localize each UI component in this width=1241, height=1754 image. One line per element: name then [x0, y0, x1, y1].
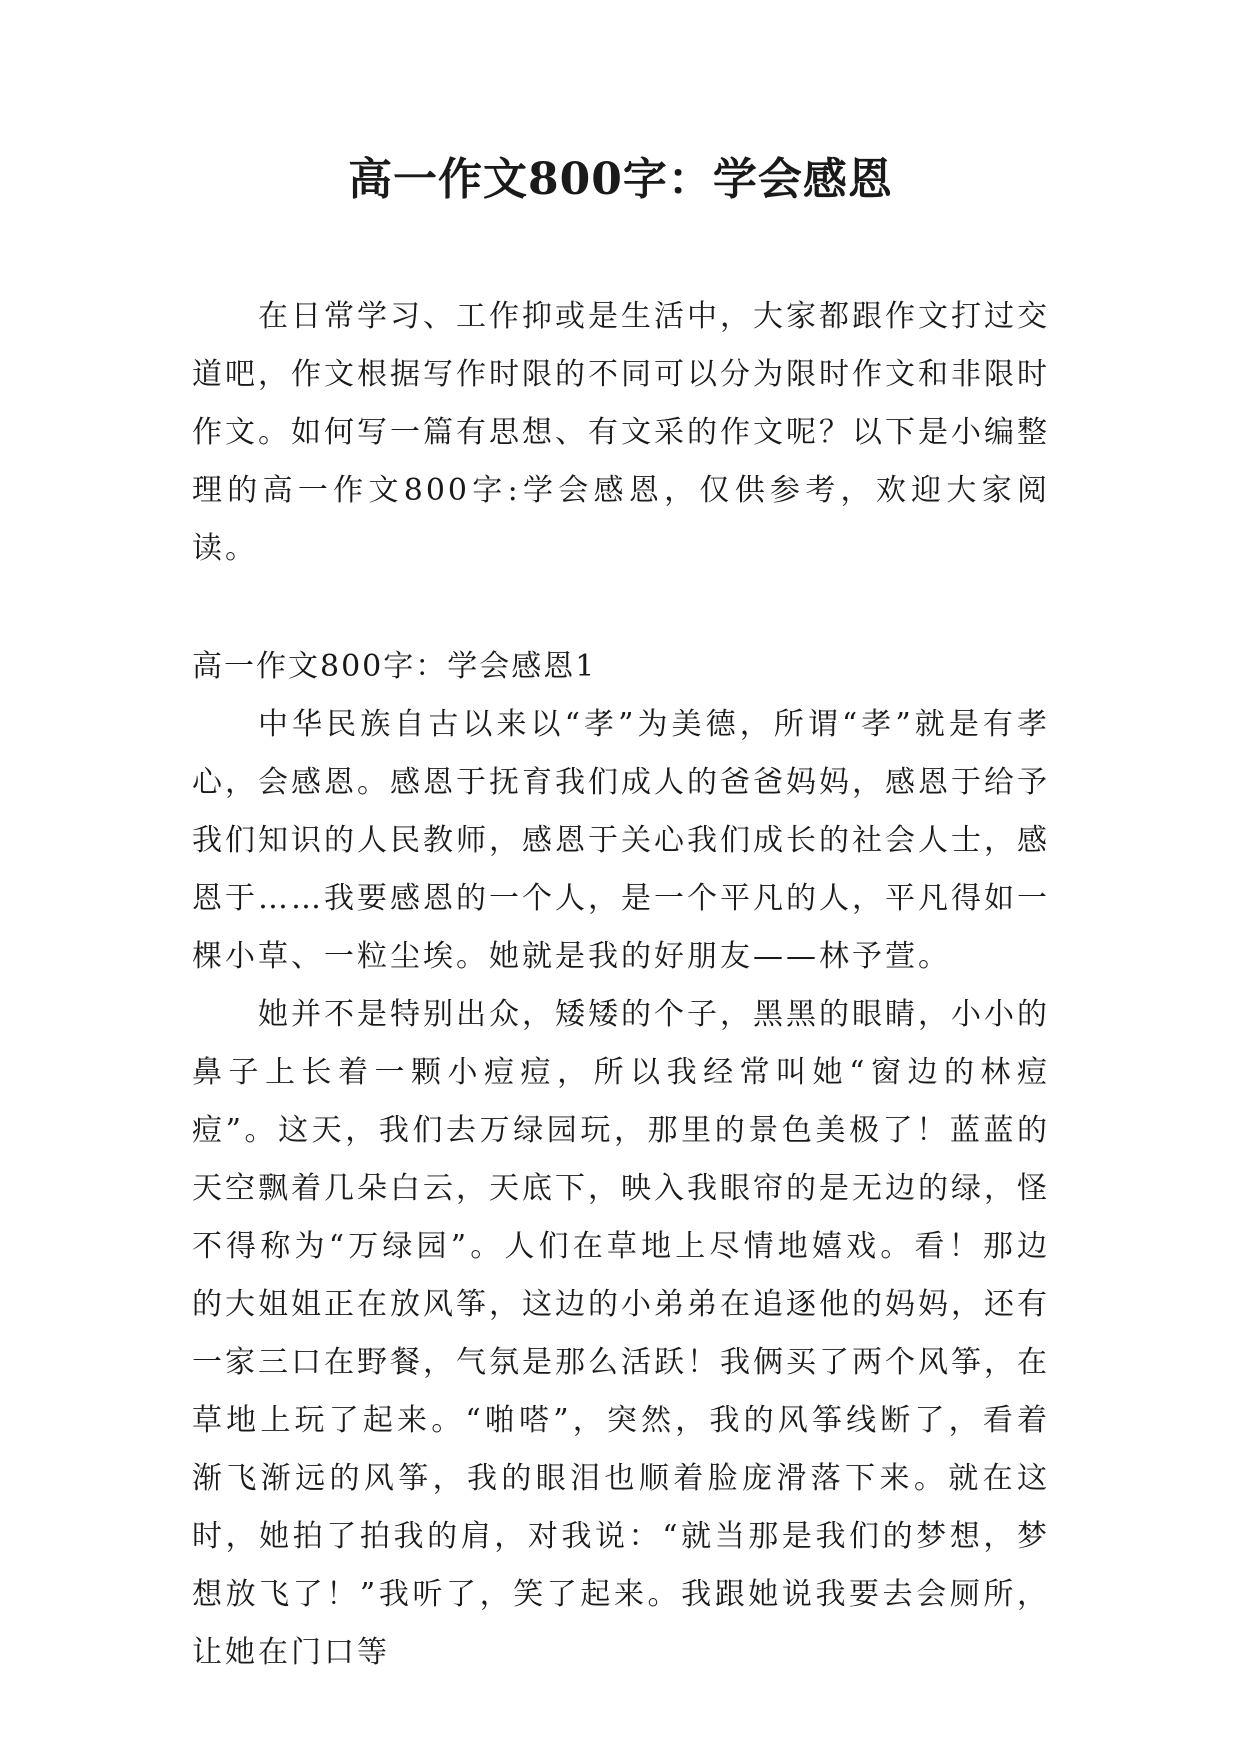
document-body	[192, 288, 1050, 1682]
section-heading: 高一作文800字：学会感恩1	[192, 649, 597, 684]
body-paragraph-1: 中华民族自古以来以“孝”为美德，所谓“孝”就是有孝心，会感恩。感恩于抚育我们成人的爸爸妈妈，感恩于给予我们知识的人民教师，感恩于关心我们成长的社会人士，感恩于……我要感恩的一个人，是一个平凡的人，平凡得如一棵小草、一粒尘埃。她就是我的好朋友——林予萱。	[192, 707, 1050, 974]
intro-paragraph: 在日常学习、工作抑或是生活中，大家都跟作文打过交道吧，作文根据写作时限的不同可以分为限时作文和非限时作文。如何写一篇有思想、有文采的作文呢？以下是小编整理的高一作文800字:学会感恩，仅供参考，欢迎大家阅读。	[192, 299, 1050, 566]
document-title: 高一作文800字：学会感恩	[348, 154, 893, 205]
body-paragraph-2: 她并不是特别出众，矮矮的个子，黑黑的眼睛，小小的鼻子上长着一颗小痘痘，所以我经常叫她“窗边的林痘痘”。这天，我们去万绿园玩，那里的景色美极了！蓝蓝的天空飘着几朵白云，天底下，映入我眼帘的是无边的绿，怪不得称为“万绿园”。人们在草地上尽情地嬉戏。看！那边的大姐姐正在放风筝，这边的小弟弟在追逐他的妈妈，还有一家三口在野餐，气氛是那么活跃！我俩买了两个风筝，在草地上玩了起来。“啪嗒”，突然，我的风筝线断了，看着渐飞渐远的风筝，我的眼泪也顺着脸庞滑落下来。就在这时，她拍了拍我的肩，对我说：“就当那是我们的梦想，梦想放飞了！”我听了，笑了起来。我跟她说我要去会厕所，让她在门口等	[192, 997, 1050, 1670]
